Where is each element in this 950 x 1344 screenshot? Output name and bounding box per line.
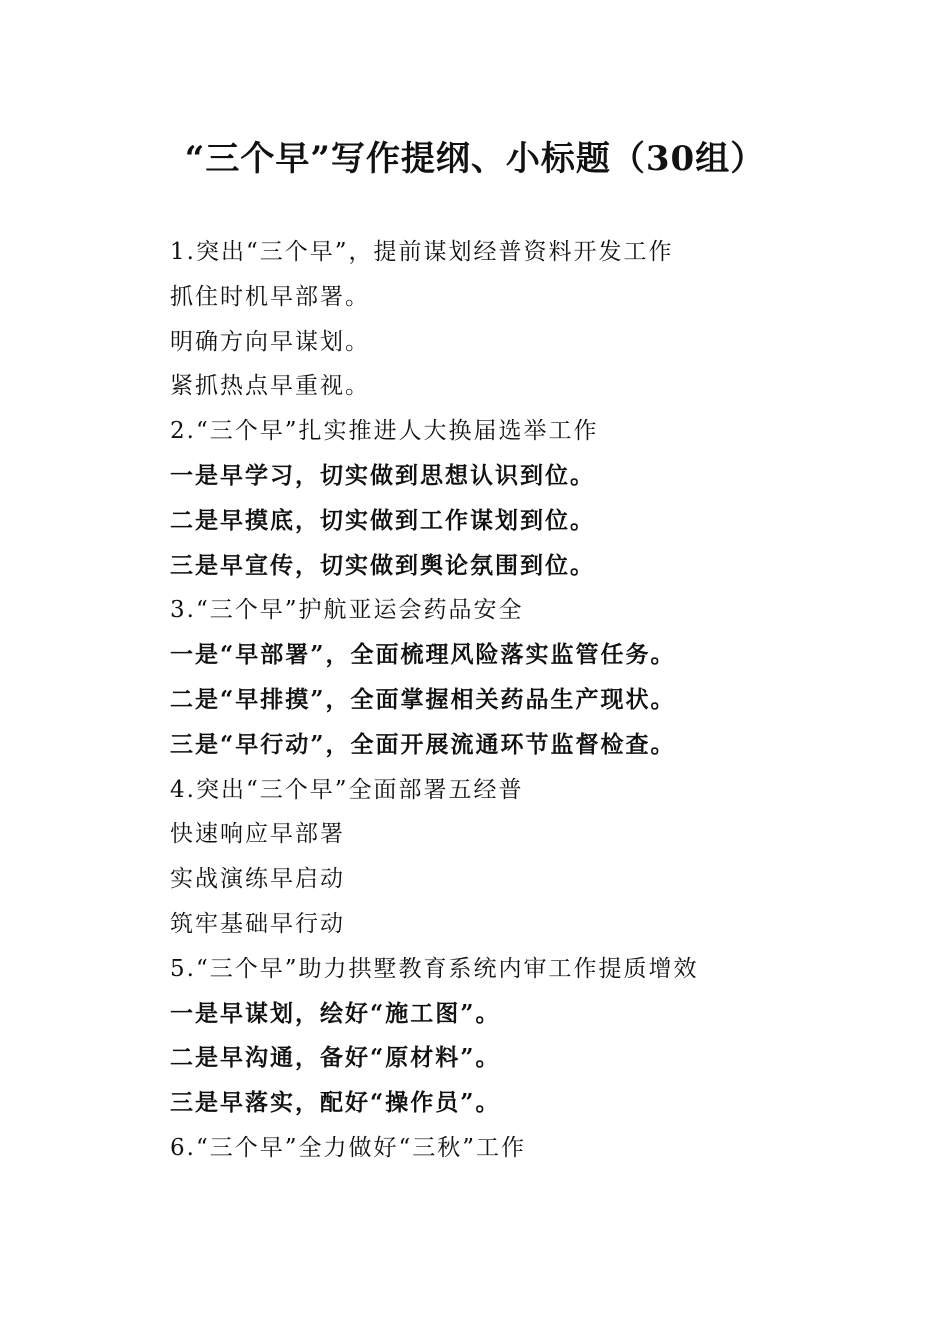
outline-item: 二是早沟通，备好“原材料”。	[170, 1044, 501, 1072]
section-heading: 2.“三个早”扎实推进人大换届选举工作	[170, 418, 599, 445]
outline-list	[170, 230, 890, 1171]
outline-item: 二是“早排摸”，全面掌握相关药品生产现状。	[170, 685, 676, 713]
section-heading: 5.“三个早”助力拱墅教育系统内审工作提质增效	[170, 955, 699, 982]
outline-item: 二是早摸底，切实做到工作谋划到位。	[170, 506, 595, 534]
outline-item: 一是早学习，切实做到思想认识到位。	[170, 461, 595, 489]
section-heading: 1.突出“三个早”，提前谋划经普资料开发工作	[170, 239, 674, 265]
outline-item: 三是早落实，配好“操作员”。	[170, 1089, 501, 1117]
outline-item: 实战演练早启动	[170, 866, 345, 893]
outline-item: 筑牢基础早行动	[170, 910, 345, 937]
section-heading: 3.“三个早”护航亚运会药品安全	[170, 597, 524, 624]
document-title: “三个早”写作提纲、小标题（30组）	[184, 139, 766, 179]
section-heading: 4.突出“三个早”全面部署五经普	[170, 776, 524, 803]
outline-item: 一是“早部署”，全面梳理风险落实监管任务。	[170, 641, 676, 669]
section-heading: 6.“三个早”全力做好“三秋”工作	[170, 1134, 526, 1161]
outline-item: 快速响应早部署	[170, 821, 345, 848]
outline-item: 三是早宣传，切实做到舆论氛围到位。	[170, 551, 595, 579]
outline-item: 明确方向早谋划。	[170, 328, 370, 355]
outline-item: 抓住时机早部署。	[170, 283, 370, 310]
outline-item: 紧抓热点早重视。	[170, 373, 370, 400]
outline-item: 一是早谋划，绘好“施工图”。	[170, 999, 501, 1027]
outline-item: 三是“早行动”，全面开展流通环节监督检查。	[170, 730, 676, 758]
